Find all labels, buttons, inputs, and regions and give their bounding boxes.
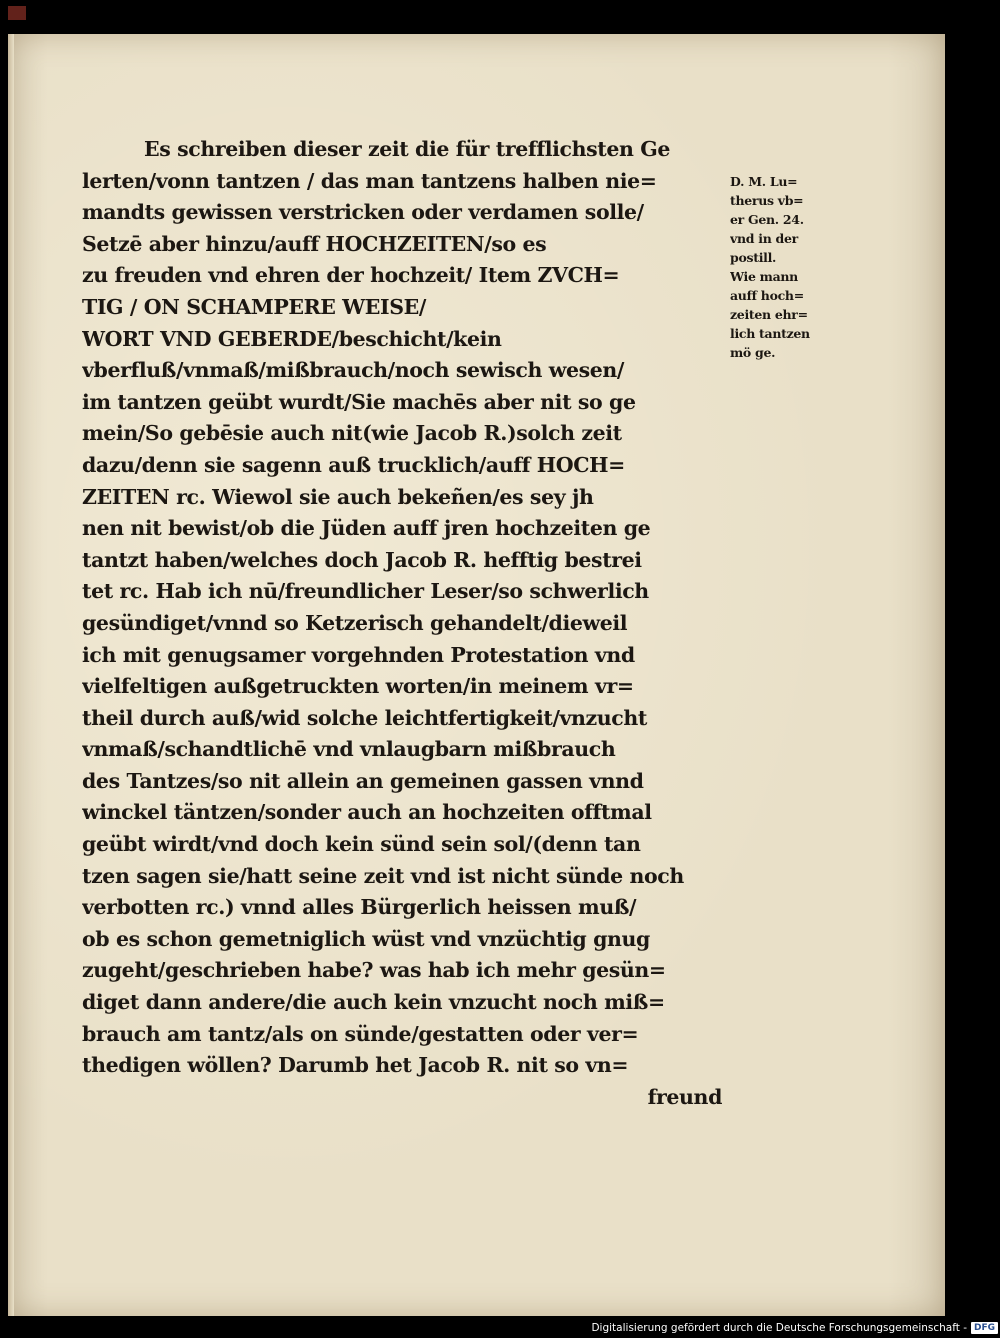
text-line: gesündiget/vnnd so Ketzerisch gehandelt/dieweil [82,610,628,635]
text-line: TIG / ON SCHAMPERE WEISE/ [82,294,426,319]
margin-note-line: auff hoch= [730,288,804,303]
text-line: ob es schon gemetniglich wüst vnd vnzüchtig gnug [82,926,650,951]
text-line: thedigen wöllen? Darumb het Jacob R. nit so vn= [82,1053,629,1078]
margin-note-line: D. M. Lu= [730,174,798,189]
text-line: mandts gewissen verstricken oder verdamen solle/ [82,200,644,225]
text-line: tzen sagen sie/hatt seine zeit vnd ist nicht sünde noch [82,863,684,888]
text-line: des Tantzes/so nit allein an gemeinen gassen vnnd [82,768,644,793]
text-line: vielfeltigen außgetruckten worten/in meinem vr= [82,674,634,699]
margin-note-line: Wie mann [730,269,798,284]
page-edge [8,34,14,1316]
margin-note-line: zeiten ehr= [730,307,808,322]
text-line: Setzē aber hinzu/auff HOCHZEITEN/so es [82,231,547,256]
text-line: im tantzen geübt wurdt/Sie machēs aber nit so ge [82,389,636,414]
margin-notes [730,172,848,362]
text-line: zugeht/geschrieben habe? was hab ich mehr gesün= [82,958,666,983]
margin-note-line: postill. [730,250,777,265]
text-line: geübt wirdt/vnd doch kein sünd sein sol/(denn tan [82,832,641,857]
text-line: Es schreiben dieser zeit die für trefflichsten Ge [144,137,670,161]
main-text-block [82,134,722,1113]
text-line: vberfluß/vnmaß/mißbrauch/noch sewisch wesen/ [82,358,625,383]
margin-note-line: mö ge. [730,345,776,360]
text-line: diget dann andere/die auch kein vnzucht noch miß= [82,990,665,1015]
text-line: nen nit bewist/ob die Jüden auff jren hochzeiten ge [82,516,651,541]
text-line: tantzt haben/welches doch Jacob R. hefftig bestrei [82,547,642,572]
credit-text: Digitalisierung gefördert durch die Deutsche Forschungsgemeinschaft - [591,1322,967,1334]
margin-note-line: vnd in der [730,231,798,246]
color-target-tag [8,6,26,20]
text-line: ich mit genugsamer vorgehnden Protestation vnd [82,642,635,667]
text-line: tet rc. Hab ich nū/freundlicher Leser/so schwerlich [82,579,649,604]
text-line: dazu/denn sie sagenn auß trucklich/auff HOCH= [82,452,625,477]
dfg-logo-icon: DFG [971,1322,998,1334]
text-line: winckel täntzen/sonder auch an hochzeiten offtmal [82,800,652,825]
scanned-page [8,34,945,1316]
text-line: theil durch auß/wid solche leichtfertigkeit/vnzucht [82,705,647,730]
text-line: lerten/vonn tantzen / das man tantzens halben nie= [82,168,657,193]
digitization-credit [560,1318,998,1338]
text-line: vnmaß/schandtlichē vnd vnlaugbarn mißbrauch [82,737,616,762]
text-line: brauch am tantz/als on sünde/gestatten oder ver= [82,1021,639,1046]
margin-note-line: er Gen. 24. [730,212,804,227]
margin-note-line: lich tantzen [730,326,810,341]
text-line: mein/So gebēsie auch nit(wie Jacob R.)solch zeit [82,421,622,446]
text-line: verbotten rc.) vnnd alles Bürgerlich heissen muß/ [82,895,637,920]
text-line: zu freuden vnd ehren der hochzeit/ Item ZVCH= [82,263,620,288]
catchword: freund [647,1084,722,1109]
text-line: ZEITEN rc. Wiewol sie auch bekeñen/es sey jh [82,484,594,509]
text-line: WORT VND GEBERDE/beschicht/kein [82,326,502,351]
margin-note-line: therus vb= [730,193,804,208]
